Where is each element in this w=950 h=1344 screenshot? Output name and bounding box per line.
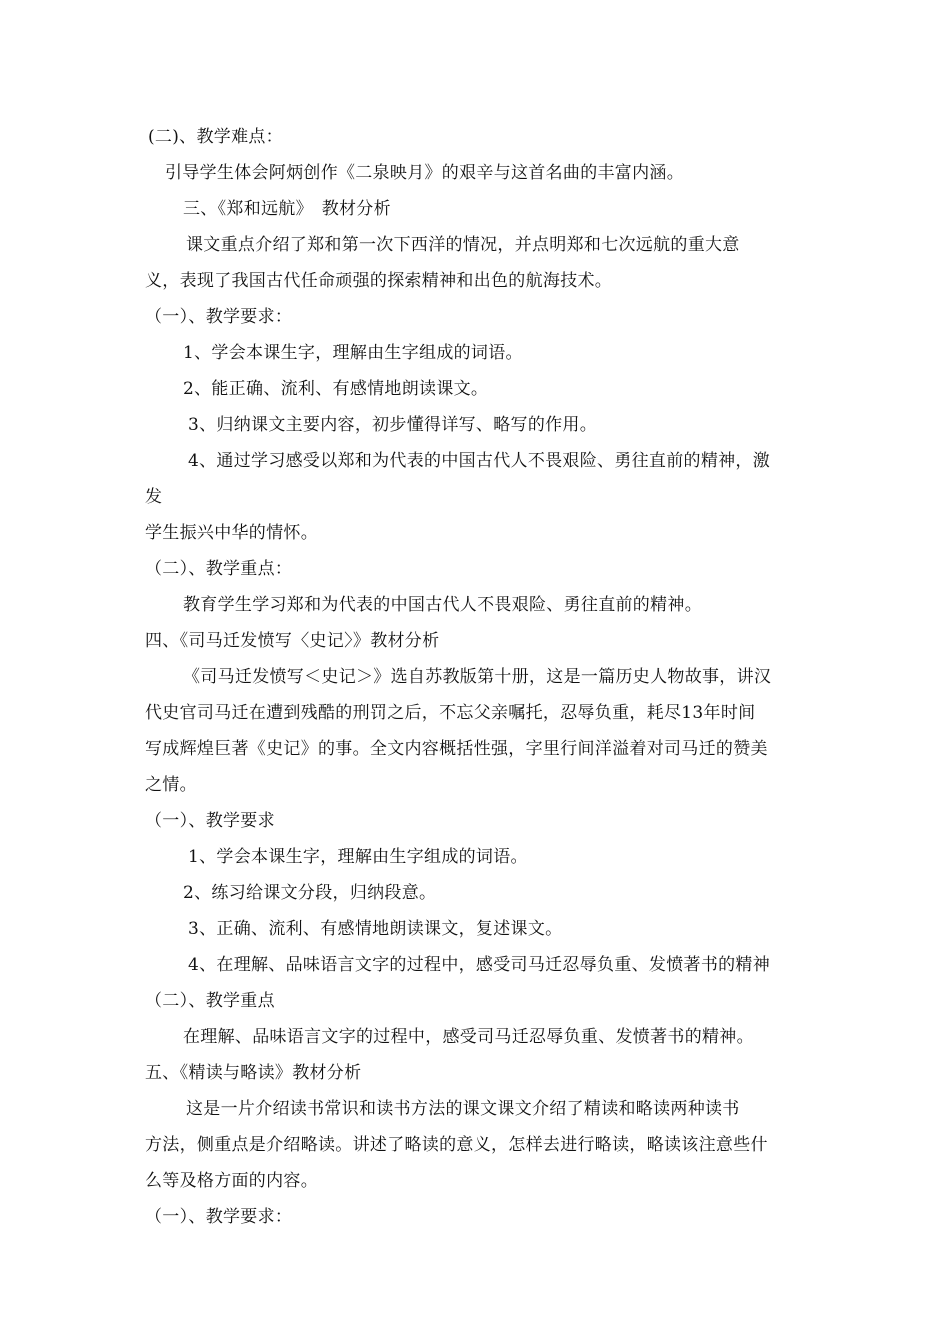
paragraph-line: 义，表现了我国古代任命顽强的探索精神和出色的航海技术。 xyxy=(145,271,613,291)
list-item: 2、练习给课文分段，归纳段意。 xyxy=(183,883,437,903)
list-item: 3、归纳课文主要内容，初步懂得详写、略写的作用。 xyxy=(188,415,598,435)
paragraph-line: 教育学生学习郑和为代表的中国古代人不畏艰险、勇往直前的精神。 xyxy=(183,595,702,615)
subheading-requirements: （一）、教学要求： xyxy=(145,307,293,327)
paragraph-line: 引导学生体会阿炳创作《二泉映月》的艰辛与这首名曲的丰富内涵。 xyxy=(165,163,684,183)
list-item: 1、学会本课生字，理解由生字组成的词语。 xyxy=(183,343,523,363)
subheading-difficulty: (二)、教学难点： xyxy=(148,127,283,147)
list-item: 4、通过学习感受以郑和为代表的中国古代人不畏艰险、勇往直前的精神，激 xyxy=(188,451,771,471)
paragraph-line: 么等及格方面的内容。 xyxy=(145,1171,318,1191)
section-heading-jingdu: 五、《精读与略读》教材分析 xyxy=(145,1063,362,1083)
subheading-requirements: （一）、教学要求： xyxy=(145,1207,293,1227)
paragraph-line: 方法，侧重点是介绍略读。讲述了略读的意义，怎样去进行略读，略读该注意些什 xyxy=(145,1135,768,1155)
paragraph-line: 在理解、品味语言文字的过程中，感受司马迁忍辱负重、发愤著书的精神。 xyxy=(183,1027,754,1047)
paragraph-line: 学生振兴中华的情怀。 xyxy=(145,523,318,543)
paragraph-line: 《司马迁发愤写＜史记＞》选自苏教版第十册，这是一篇历史人物故事，讲汉 xyxy=(183,667,772,687)
subheading-key-points: （二）、教学重点 xyxy=(145,991,275,1011)
paragraph-line: 这是一片介绍读书常识和读书方法的课文课文介绍了精读和略读两种读书 xyxy=(186,1099,740,1119)
list-item: 4、在理解、品味语言文字的过程中，感受司马迁忍辱负重、发愤著书的精神 xyxy=(188,955,771,975)
paragraph-line: 课文重点介绍了郑和第一次下西洋的情况，并点明郑和七次远航的重大意 xyxy=(186,235,740,255)
section-heading-zhenghe: 三、《郑和远航》 教材分析 xyxy=(183,199,391,219)
subheading-key-points: （二）、教学重点： xyxy=(145,559,293,579)
subheading-requirements: （一）、教学要求 xyxy=(145,811,275,831)
list-item: 2、能正确、流利、有感情地朗读课文。 xyxy=(183,379,489,399)
list-item: 3、正确、流利、有感情地朗读课文，复述课文。 xyxy=(188,919,563,939)
paragraph-line: 写成辉煌巨著《史记》的事。全文内容概括性强，字里行间洋溢着对司马迁的赞美 xyxy=(145,739,768,759)
list-item: 1、学会本课生字，理解由生字组成的词语。 xyxy=(188,847,528,867)
section-heading-simaqian: 四、《司马迁发愤写〈史记〉》教材分析 xyxy=(145,631,440,651)
paragraph-line: 代史官司马迁在遭到残酷的刑罚之后，不忘父亲嘱托，忍辱负重，耗尽13年时间 xyxy=(145,703,756,723)
paragraph-line: 之情。 xyxy=(145,775,197,795)
paragraph-line: 发 xyxy=(145,487,163,507)
